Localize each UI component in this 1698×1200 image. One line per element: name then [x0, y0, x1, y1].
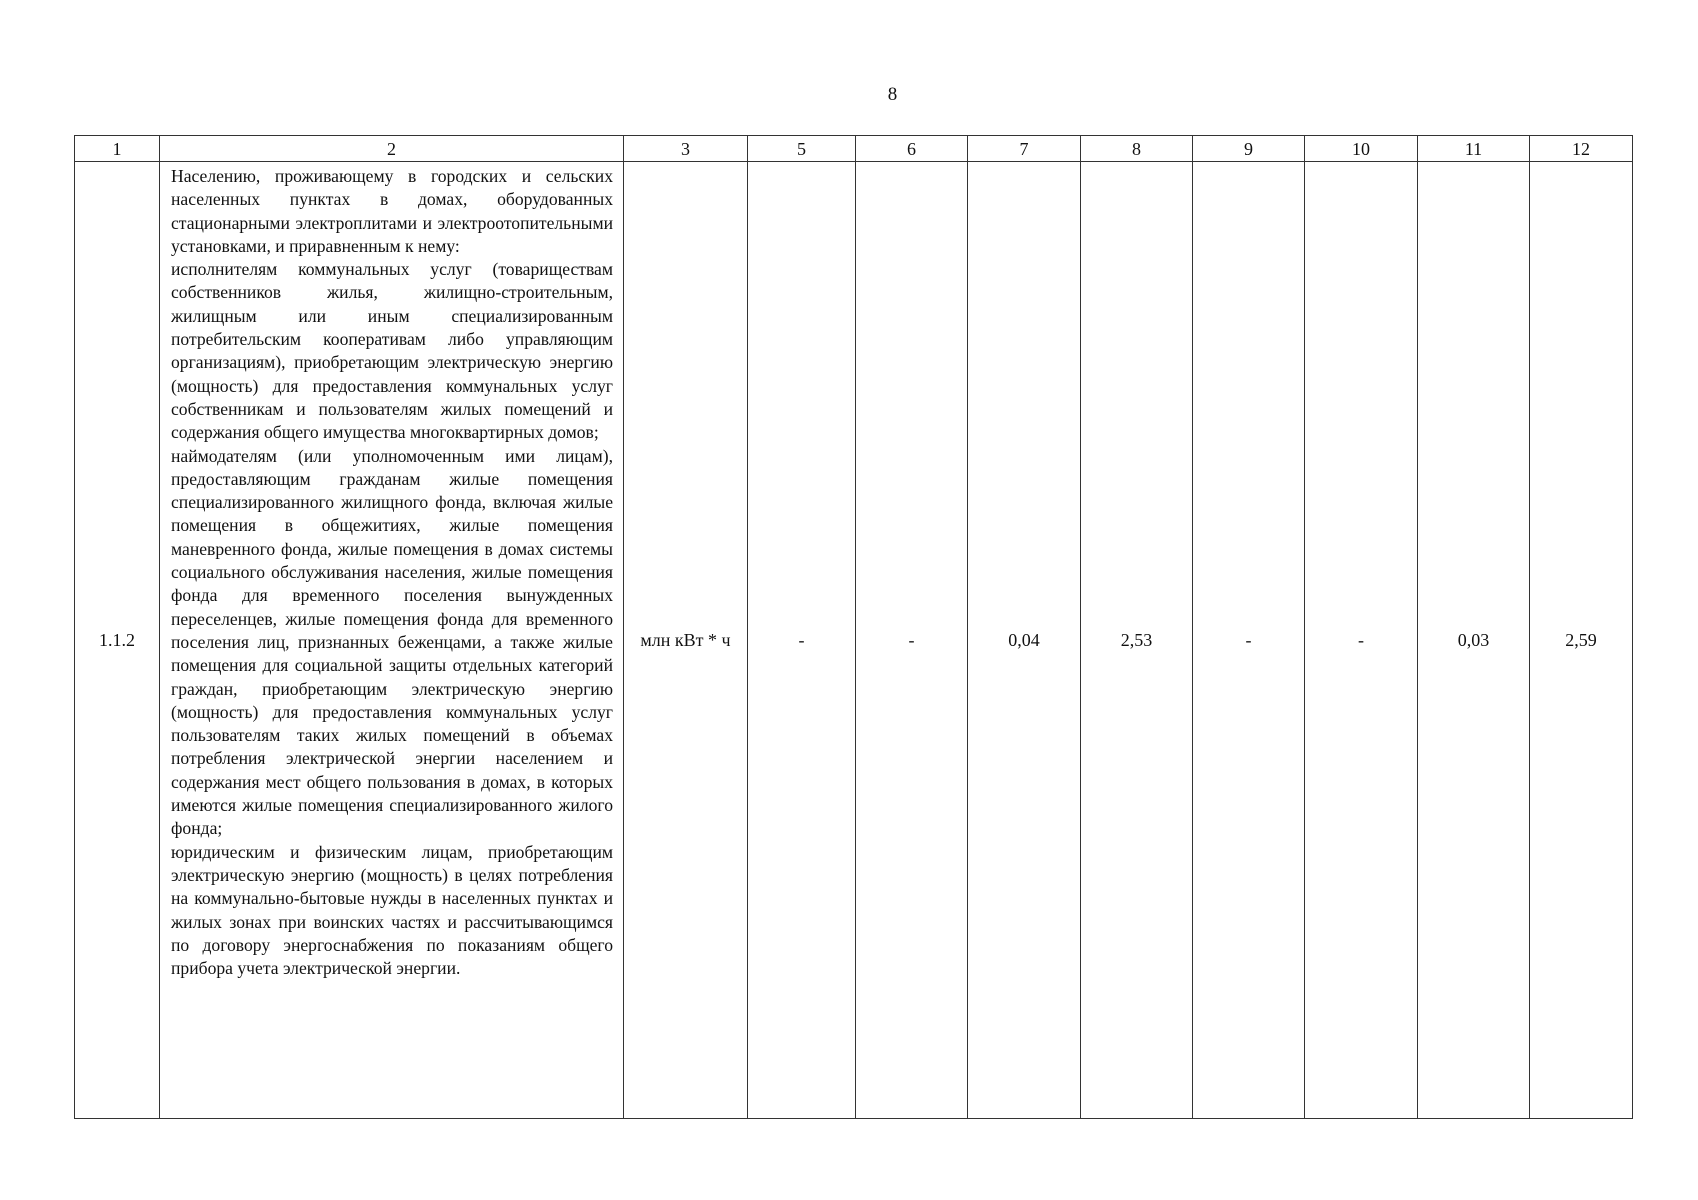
row-value-col5: - — [748, 162, 856, 1119]
column-header-3: 3 — [624, 136, 748, 162]
column-header-10: 10 — [1305, 136, 1418, 162]
column-header-2: 2 — [160, 136, 624, 162]
column-header-5: 5 — [748, 136, 856, 162]
description-paragraph: Населению, проживающему в городских и сельских населенных пунктах в домах, оборудованных стационарными электроплитами и электроотопительными установками, и приравненным к нему: — [171, 166, 613, 256]
row-value-col7: 0,04 — [968, 162, 1081, 1119]
row-value-col10: - — [1305, 162, 1418, 1119]
row-description — [160, 162, 624, 1119]
row-code: 1.1.2 — [75, 162, 160, 1119]
data-table — [74, 135, 1633, 1119]
table-row — [75, 162, 1633, 1119]
row-value-col12: 2,59 — [1530, 162, 1633, 1119]
row-value-col9: - — [1193, 162, 1305, 1119]
description-paragraph: исполнителям коммунальных услуг (товариществам собственников жилья, жилищно-строительным, жилищным или иным специализированным потребительским кооперативам либо управляющим организациям), приобретающим электрическую энергию (мощность) для предоставления коммунальных услуг собственникам и пользователям жилых помещений и содержания общего имущества многоквартирных домов; — [171, 259, 613, 443]
page-number: 8 — [887, 84, 898, 105]
column-header-8: 8 — [1081, 136, 1193, 162]
column-header-9: 9 — [1193, 136, 1305, 162]
row-value-col6: - — [856, 162, 968, 1119]
description-paragraph: юридическим и физическим лицам, приобретающим электрическую энергию (мощность) в целях потребления на коммунально-бытовые нужды в населенных пунктах и жилых зонах при воинских частях и рассчитывающимся по договору энергоснабжения по показаниям общего прибора учета электрической энергии. — [171, 841, 613, 979]
description-paragraph: наймодателям (или уполномоченным ими лицам), предоставляющим гражданам жилые помещения специализированного жилищного фонда, включая жилые помещения в общежитиях, жилые помещения маневренного фонда, жилые помещения в домах системы социального обслуживания населения, жилые помещения фонда для временного поселения вынужденных переселенцев, жилые помещения фонда для временного поселения лиц, признанных беженцами, а также жилые помещения для социальной защиты отдельных категорий граждан, приобретающим электрическую энергию (мощность) для предоставления коммунальных услуг пользователям таких жилых помещений в объемах потребления электрической энергии населением и содержания мест общего пользования в домах, в которых имеются жилые помещения специализированного жилого фонда; — [171, 445, 613, 839]
column-header-6: 6 — [856, 136, 968, 162]
column-header-12: 12 — [1530, 136, 1633, 162]
row-value-col8: 2,53 — [1081, 162, 1193, 1119]
row-value-col11: 0,03 — [1418, 162, 1530, 1119]
column-header-7: 7 — [968, 136, 1081, 162]
row-unit: млн кВт * ч — [624, 162, 748, 1119]
column-header-1: 1 — [75, 136, 160, 162]
column-header-11: 11 — [1418, 136, 1530, 162]
table-header-row — [75, 136, 1633, 162]
